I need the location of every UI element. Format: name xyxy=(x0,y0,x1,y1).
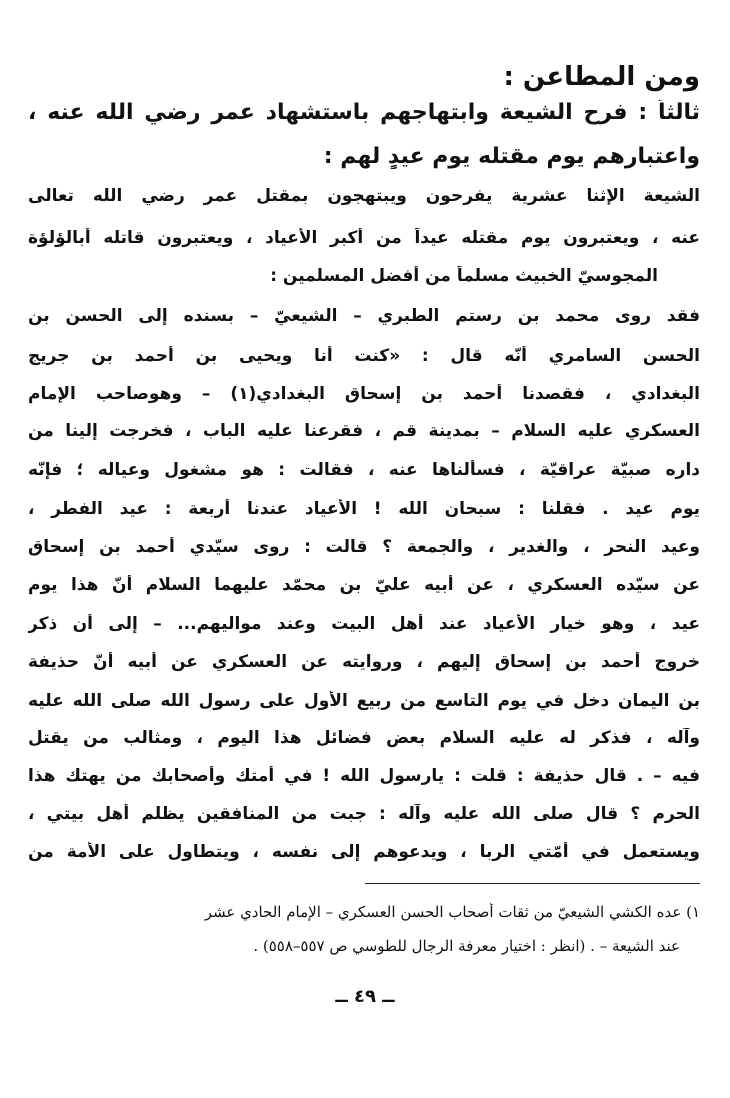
body-line: عن سيّده العسكري ، عن أبيه عليّ بن محمّد عليهما السلام أنّ هذا يوم xyxy=(28,575,700,595)
body-line: داره صبيّة عراقيّة ، فسألناها عنه ، فقالت : هو مشغول وعياله ؛ فإنّه xyxy=(28,460,700,480)
body-line: وعيد النحر ، والغدير ، والجمعة ؟ قالت : روى سيّدي أحمد بن إسحاق xyxy=(28,537,700,557)
body-line: يوم عيد . فقلنا : سبحان الله ! الأعياد عندنا أربعة : عيد الفطر ، xyxy=(28,499,700,519)
body-line: العسكري عليه السلام – بمدينة قم ، فقرعنا عليه الباب ، فخرجت إلينا من xyxy=(28,421,700,441)
section-intro: ومن المطاعن : xyxy=(503,62,700,92)
body-line: عنه ، ويعتبرون يوم مقتله عيداً من أكبر الأعياد ، ويعتبرون قاتله أبالؤلؤة xyxy=(28,228,700,248)
page-number: ــ ٤٩ ــ xyxy=(335,986,395,1007)
heading-title-part-1: ثالثاً : فرح الشيعة وابتهاجهم باستشهاد عمر رضي الله عنه ، xyxy=(28,100,700,125)
footnote-line-1: ١) عده الكشي الشيعيّ من ثقات أصحاب الحسن العسكري – الإمام الحادي عشر xyxy=(204,903,700,921)
body-line: وآله ، فذكر له عليه السلام بعض فضائل هذا اليوم ، ومثالب من يقتل xyxy=(28,728,700,748)
body-line: ويستعمل في أمّتي الربا ، ويدعوهم إلى نفسه ، ويتطاول على الأمة من xyxy=(28,842,700,862)
body-line: البغدادي ، فقصدنا أحمد بن إسحاق البغدادي(١) – وهوصاحب الإمام xyxy=(28,384,700,404)
heading-title-part-2: واعتبارهم يوم مقتله يوم عيدٍ لهم : xyxy=(323,144,700,169)
body-line: عيد ، وهو خيار الأعياد عند أهل البيت وعند مواليهم... – إلى أن ذكر xyxy=(28,614,700,634)
body-line: بن اليمان دخل في يوم التاسع من ربيع الأول على رسول الله صلى الله عليه xyxy=(28,691,700,711)
body-line: فقد روى محمد بن رستم الطبري – الشيعيّ – بسنده إلى الحسن بن xyxy=(28,306,700,326)
body-line: المجوسيّ الخبيث مسلماً من أفضل المسلمين : xyxy=(270,266,658,286)
body-line: الحرم ؟ قال صلى الله عليه وآله : جبت من المنافقين يظلم أهل بيتي ، xyxy=(28,804,700,824)
footnote-divider xyxy=(365,883,700,884)
body-line: الحسن السامري أنّه قال : «كنت أنا ويحيى بن أحمد بن جريج xyxy=(28,346,700,366)
body-line: الشيعة الإثنا عشرية يفرحون ويبتهجون بمقتل عمر رضي الله تعالى xyxy=(28,186,700,206)
heading-line-1 xyxy=(28,100,700,125)
body-line: خروج أحمد بن إسحاق إليهم ، وروايته عن العسكري عن أبيه أنّ حذيفة xyxy=(28,652,700,672)
body-line: فيه – . قال حذيفة : قلت : يارسول الله ! في أمتك وأصحابك من يهتك هذا xyxy=(28,766,700,786)
heading-line-2 xyxy=(28,144,700,169)
footnote-line-2: عند الشيعة – . (انظر : اختيار معرفة الرجال للطوسي ص ٥٥٧–٥٥٨) . xyxy=(253,937,680,955)
